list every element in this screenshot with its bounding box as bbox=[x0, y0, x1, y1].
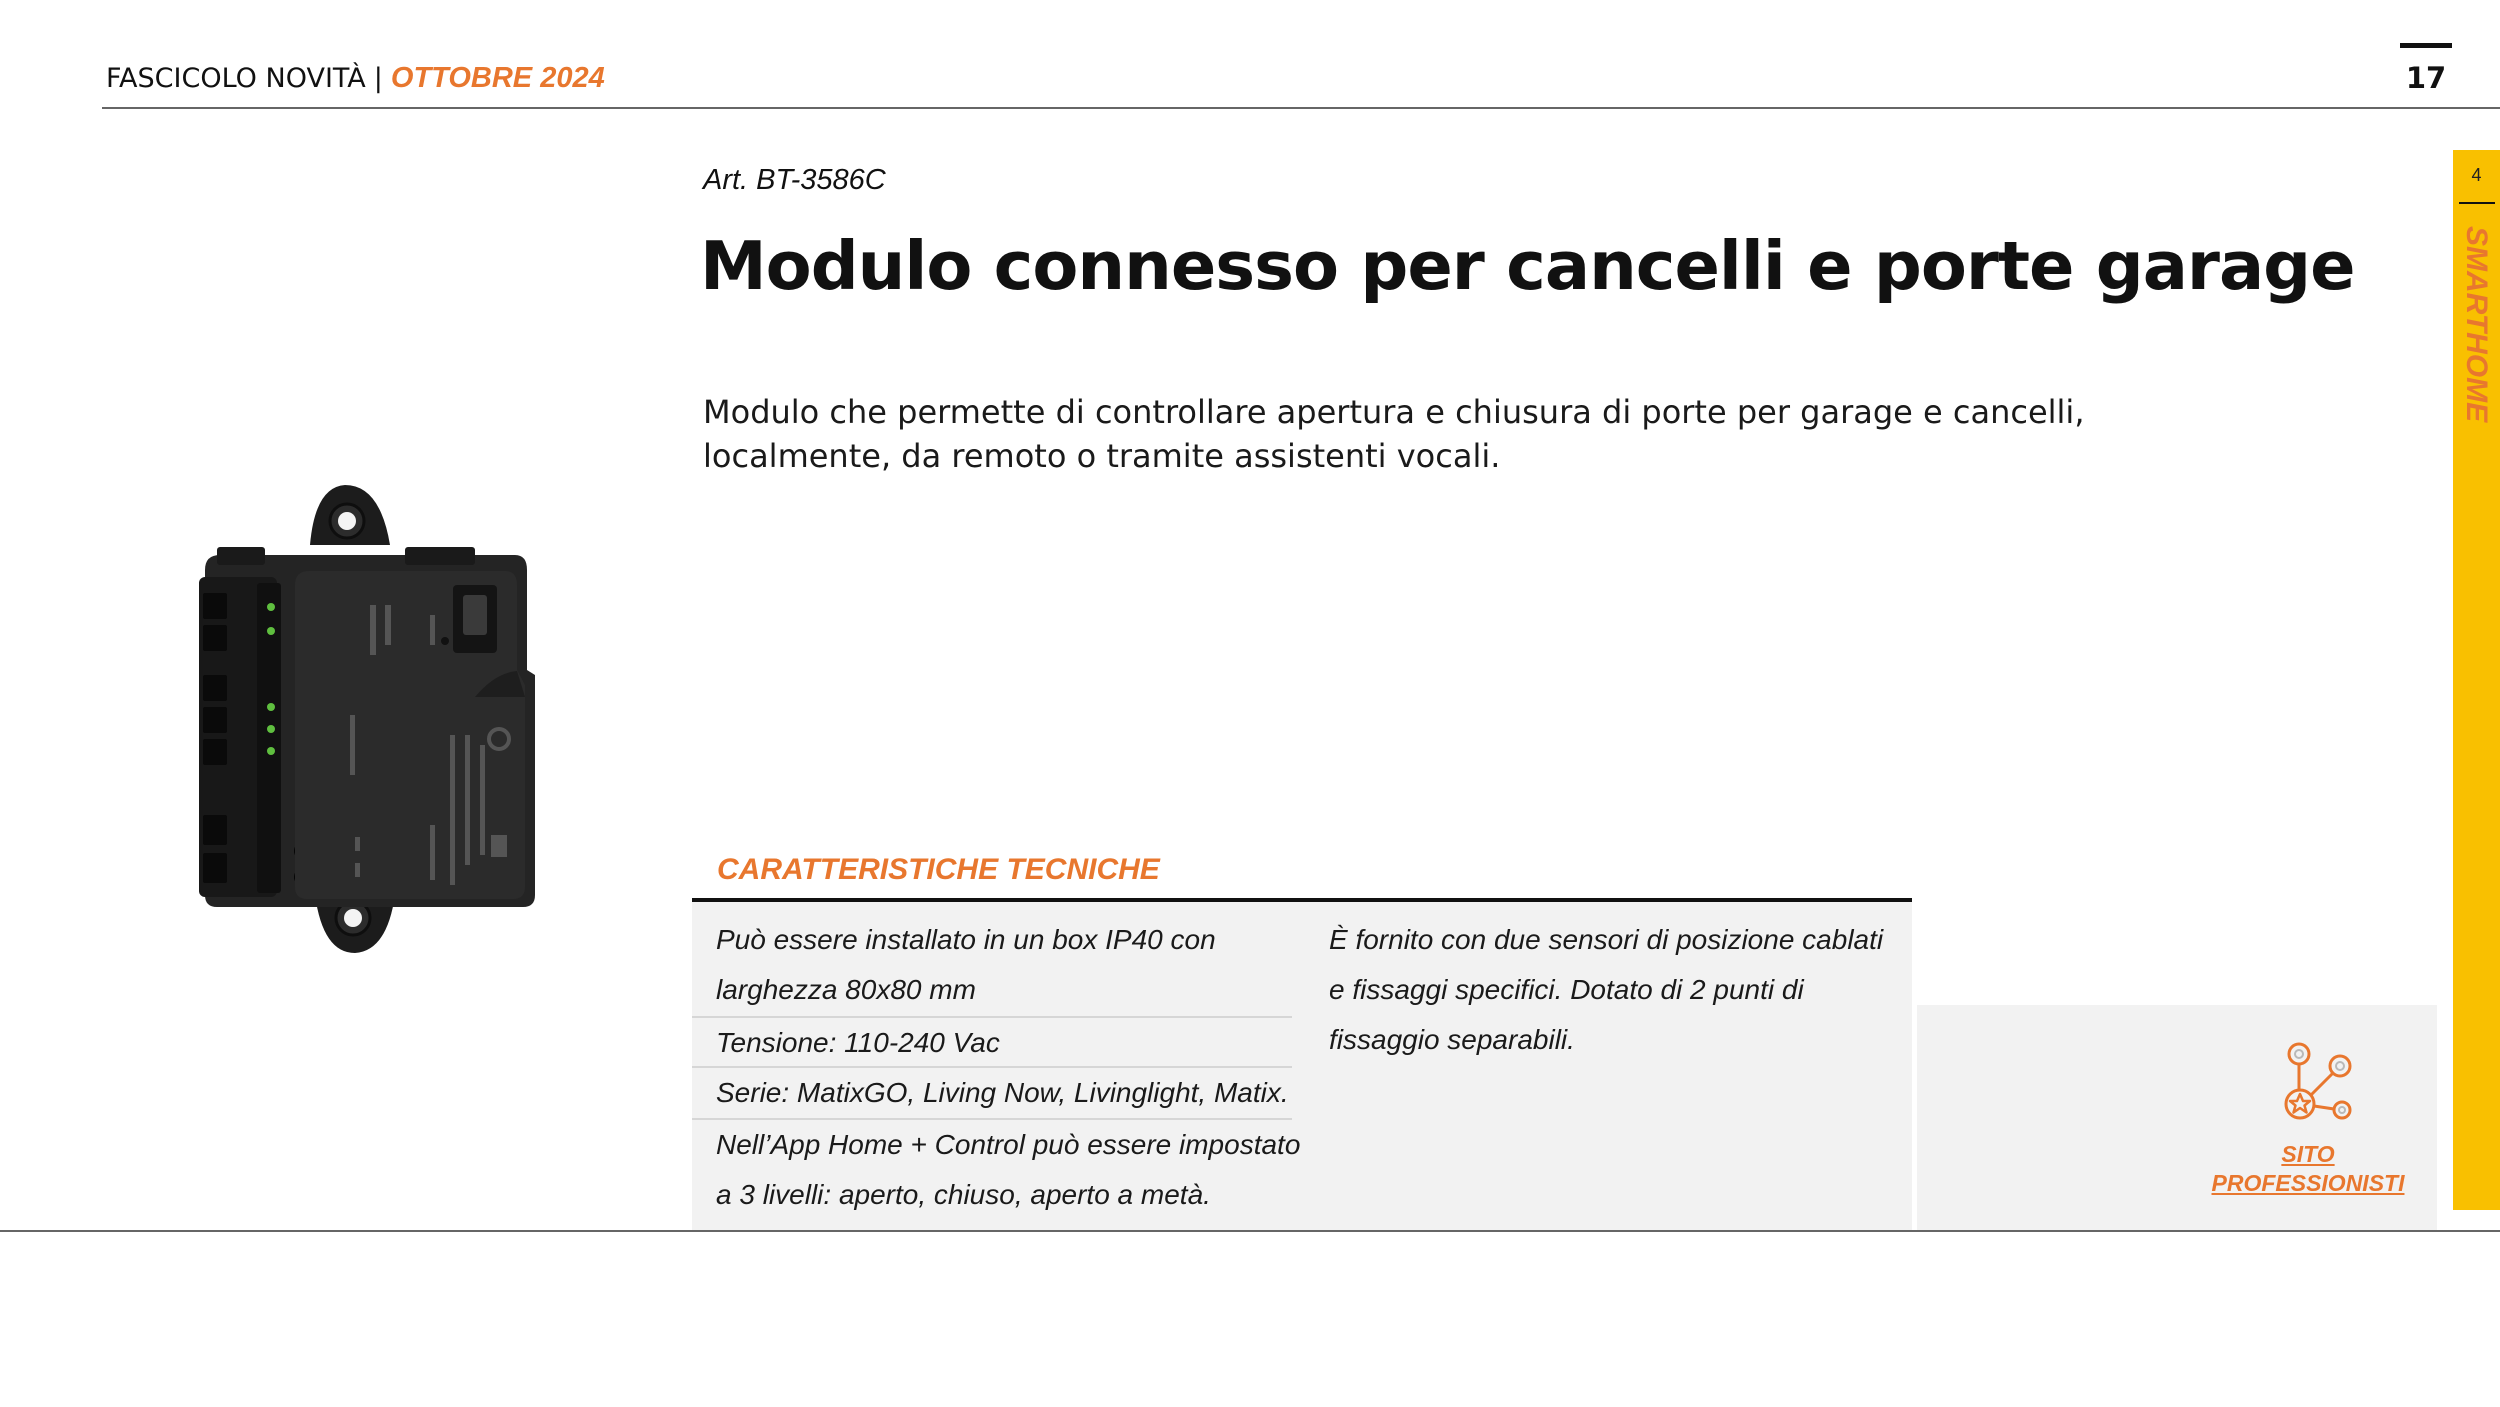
header-title bbox=[106, 58, 605, 98]
issue-date: OTTOBRE 2024 bbox=[390, 62, 605, 94]
spec-item-app: Nell’App Home + Control può essere impostato a 3 livelli: aperto, chiuso, aperto a metà. bbox=[716, 1129, 1301, 1210]
specs-table bbox=[692, 902, 1912, 1230]
article-code: Art. BT-3586C bbox=[703, 164, 886, 196]
professional-site-label-line2: PROFESSIONISTI bbox=[2211, 1170, 2405, 1196]
product-image bbox=[195, 475, 535, 960]
spec-item-series: Serie: MatixGO, Living Now, Livinglight, Matix. bbox=[716, 1077, 1289, 1108]
page-title: Modulo connesso per cancelli e porte garage bbox=[700, 227, 2355, 305]
section-tab-number: 4 bbox=[2471, 165, 2482, 185]
product-description: Modulo che permette di controllare apertura e chiusura di porte per garage e cancelli, localmente, da remoto o tramite assistenti vocali. bbox=[703, 393, 2085, 475]
network-star-icon[interactable] bbox=[2282, 1040, 2352, 1128]
section-tab-divider bbox=[2459, 202, 2495, 204]
header-divider bbox=[102, 107, 2500, 109]
professional-site-link[interactable] bbox=[2190, 1140, 2426, 1198]
section-tab-label: SMARTHOME bbox=[2460, 226, 2493, 423]
footer-divider bbox=[0, 1230, 2500, 1232]
specs-heading: CARATTERISTICHE TECNICHE bbox=[717, 853, 1160, 886]
header-separator: | bbox=[373, 63, 383, 94]
professional-site-label-line1: SITO bbox=[2281, 1141, 2335, 1167]
spec-item-install: Può essere installato in un box IP40 con larghezza 80x80 mm bbox=[716, 924, 1216, 1005]
spec-item-accessories: È fornito con due sensori di posizione cablati e fissaggi specifici. Dotato di 2 punti di fissaggio separabili. bbox=[1329, 924, 1884, 1055]
page-number-tick bbox=[2400, 43, 2452, 48]
page-number: 17 bbox=[2405, 61, 2447, 95]
publication-name: FASCICOLO NOVITÀ bbox=[106, 63, 366, 94]
spec-item-voltage: Tensione: 110-240 Vac bbox=[716, 1027, 1000, 1058]
